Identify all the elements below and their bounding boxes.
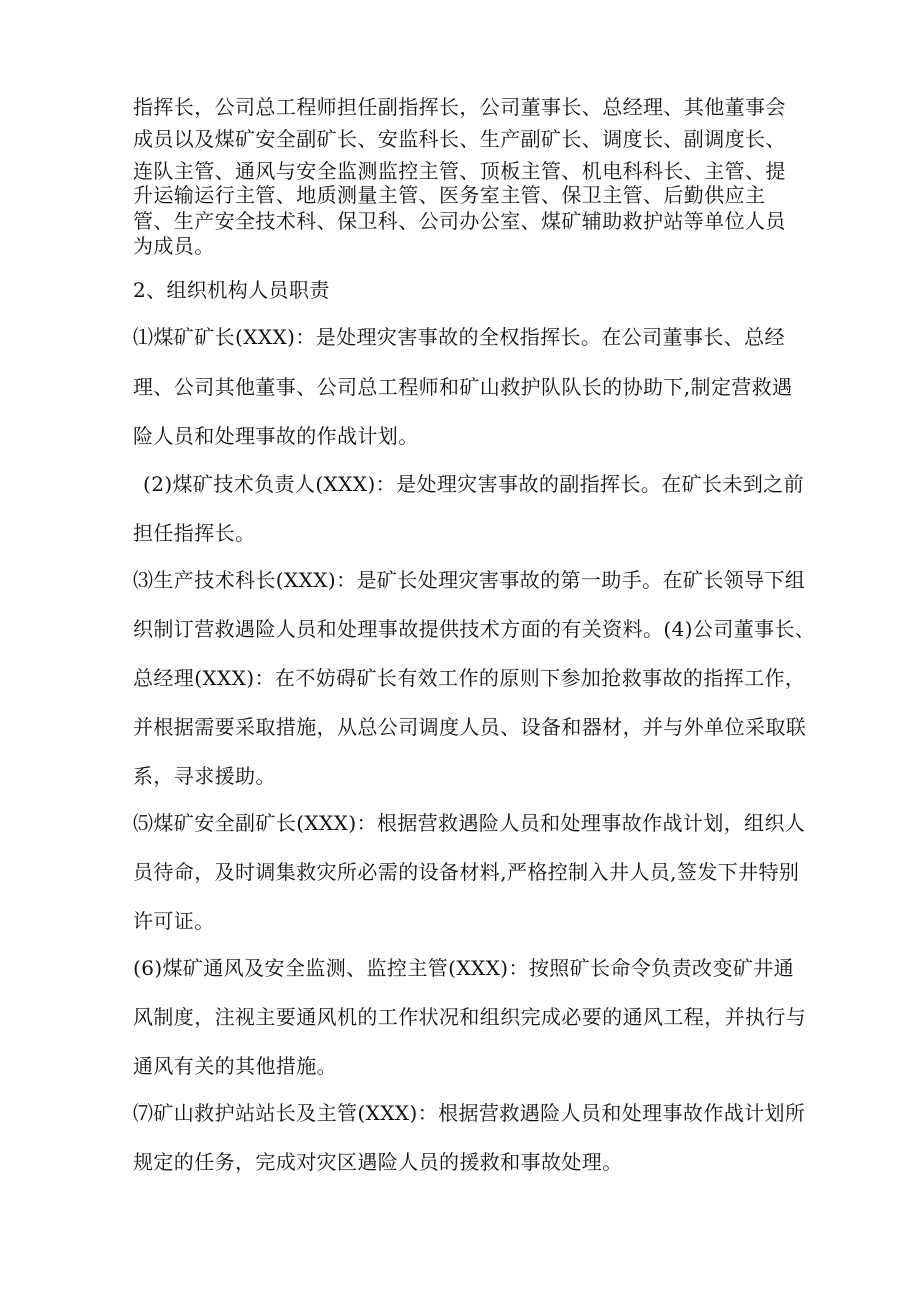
intro-line: 成员以及煤矿安全副矿长、安监科长、生产副矿长、调度长、副调度长、 <box>133 127 786 151</box>
section-heading: 2、组织机构人员职责 <box>133 278 330 302</box>
intro-line: 为成员。 <box>133 234 215 258</box>
item-line: (2)煤矿技术负责人(XXX)：是处理灾害事故的副指挥长。在矿长未到之前 <box>143 472 805 496</box>
item-line: 许可证。 <box>133 909 215 933</box>
intro-line: 指挥长，公司总工程师担任副指挥长，公司董事长、总经理、其他董事会 <box>133 95 786 119</box>
item-line: 系，寻求援助。 <box>133 764 276 788</box>
item-line: (6)煤矿通风及安全监测、监控主管(XXX)：按照矿长命令负责改变矿井通 <box>133 956 795 980</box>
intro-line: 升运输运行主管、地质测量主管、医务室主管、保卫主管、后勤供应主 <box>133 183 766 207</box>
item-line: ⑶生产技术科长(XXX)：是矿长处理灾害事故的第一助手。在矿长领导下组 <box>133 568 806 592</box>
item-line: ⑸煤矿安全副矿长(XXX)：根据营救遇险人员和处理事故作战计划，组织人 <box>133 811 806 835</box>
intro-line: 管、生产安全技术科、保卫科、公司办公室、煤矿辅助救护站等单位人员 <box>133 209 786 233</box>
item-line: ⑺矿山救护站站长及主管(XXX)：根据营救遇险人员和处理事故作战计划所 <box>133 1101 806 1125</box>
item-line: ⑴煤矿矿长(XXX)：是处理灾害事故的全权指挥长。在公司董事长、总经 <box>133 325 785 349</box>
item-line: 风制度，注视主要通风机的工作状况和组织完成必要的通风工程，并执行与 <box>133 1005 807 1029</box>
intro-line: 连队主管、通风与安全监测监控主管、顶板主管、机电科科长、主管、提 <box>133 159 786 183</box>
item-line: 险人员和处理事故的作战计划。 <box>133 424 419 448</box>
item-line: 织制订营救遇险人员和处理事故提供技术方面的有关资料。(4)公司董事长、 <box>133 617 816 641</box>
item-line: 理、公司其他董事、公司总工程师和矿山救护队队长的协助下,制定营救遇 <box>133 375 793 399</box>
item-line: 通风有关的其他措施。 <box>133 1054 337 1078</box>
item-line: 总经理(XXX)：在不妨碍矿长有效工作的原则下参加抢救事故的指挥工作， <box>133 666 806 690</box>
item-line: 并根据需要采取措施，从总公司调度人员、设备和器材，并与外单位采取联 <box>133 715 807 739</box>
item-line: 担任指挥长。 <box>133 521 256 545</box>
item-line: 员待命，及时调集救灾所必需的设备材料,严格控制入井人员,签发下井特别 <box>133 860 800 884</box>
item-line: 规定的任务，完成对灾区遇险人员的援救和事故处理。 <box>133 1150 623 1174</box>
